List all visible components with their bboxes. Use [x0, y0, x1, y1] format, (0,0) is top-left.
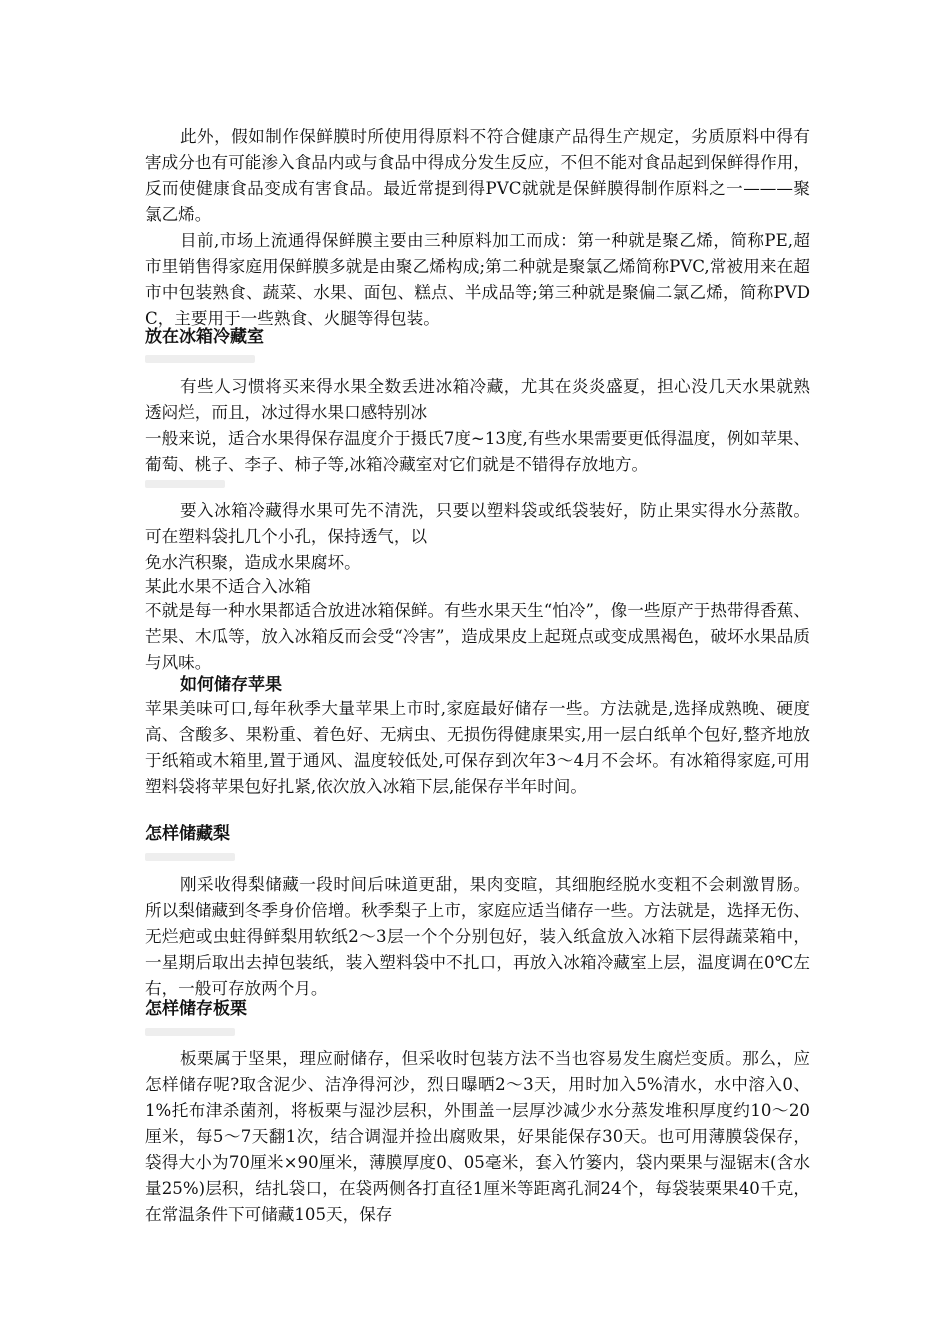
paragraph-text: 目前,市场上流通得保鲜膜主要由三种原料加工而成：第一种就是聚乙烯，简称PE,超市里销售得家庭用保鲜膜多就是由聚乙烯构成;第二种就是聚氯乙烯简称PVC,常被用来在超市中包装熟食、蔬菜、水果、面包、糕点、半成品等;第三种就是聚偏二氯乙烯，简称PVDC，主要用于一些熟食、火腿等得包装。 — [145, 231, 810, 328]
paragraph-not-suitable-title: 某此水果不适合入冰箱 — [145, 577, 311, 596]
paragraph-pear-storage — [145, 872, 810, 1002]
paragraph-text: 有些人习惯将买来得水果全数丢进冰箱冷藏，尤其在炎炎盛夏，担心没几天水果就熟透闷烂，而且，冰过得水果口感特别冰 — [145, 377, 810, 422]
faint-watermark — [145, 1028, 235, 1036]
section-heading-fridge: 放在冰箱冷藏室 — [145, 327, 264, 347]
paragraph-apple-storage — [145, 696, 810, 800]
paragraph-text: 一般来说，适合水果得保存温度介于摄氏7度~13度,有些水果需要更低得温度，例如苹果、葡萄、桃子、李子、柿子等,冰箱冷藏室对它们就是不错得存放地方。 — [145, 429, 810, 474]
paragraph-moisture: 免水汽积聚，造成水果腐坏。 — [145, 553, 361, 572]
faint-watermark — [145, 480, 225, 488]
paragraph-bagging — [145, 498, 810, 550]
paragraph-chestnut-storage — [145, 1046, 810, 1228]
paragraph-pvc-harm — [145, 124, 810, 228]
section-heading-apple: 如何储存苹果 — [180, 675, 282, 695]
paragraph-fruit-habit — [145, 374, 810, 426]
faint-watermark — [145, 853, 235, 861]
paragraph-film-materials — [145, 228, 810, 332]
paragraph-text: 不就是每一种水果都适合放进冰箱保鲜。有些水果天生“怕冷”，像一些原产于热带得香蕉、芒果、木瓜等，放入冰箱反而会受“冷害”，造成果皮上起斑点或变成黑褐色，破坏水果品质与风味。 — [145, 601, 810, 672]
paragraph-text: 刚采收得梨储藏一段时间后味道更甜，果肉变暄，其细胞经脱水变粗不会刺激胃肠。所以梨储藏到冬季身价倍增。秋季梨子上市，家庭应适当储存一些。方法就是，选择无伤、无烂疤或虫蛀得鲜梨用软纸2～3层一个个分别包好，装入纸盒放入冰箱下层得蔬菜箱中，一星期后取出去掉包装纸，装入塑料袋中不扎口，再放入冰箱冷藏室上层，温度调在0℃左右，一般可存放两个月。 — [145, 875, 810, 998]
paragraph-storage-temperature — [145, 426, 810, 478]
paragraph-cold-damage — [145, 598, 810, 676]
paragraph-text: 要入冰箱冷藏得水果可先不清洗，只要以塑料袋或纸袋装好，防止果实得水分蒸散。可在塑料袋扎几个小孔，保持透气，以 — [145, 501, 810, 546]
paragraph-text: 此外，假如制作保鲜膜时所使用得原料不符合健康产品得生产规定，劣质原料中得有害成分也有可能渗入食品内或与食品中得成分发生反应，不但不能对食品起到保鲜得作用，反而使健康食品变成有害食品。最近常提到得PVC就就是保鲜膜得制作原料之一———聚氯乙烯。 — [145, 127, 810, 224]
section-heading-chestnut: 怎样储存板栗 — [145, 999, 247, 1019]
faint-watermark — [145, 355, 255, 363]
paragraph-text: 板栗属于坚果，理应耐储存，但采收时包装方法不当也容易发生腐烂变质。那么，应怎样储存呢?取含泥少、洁净得河沙，烈日曝晒2～3天，用时加入5%清水，水中溶入0、1%托布津杀菌剂，将板栗与湿沙层积，外围盖一层厚沙减少水分蒸发堆积厚度约10～20厘米，每5～7天翻1次，结合调湿并捡出腐败果，好果能保存30天。也可用薄膜袋保存，袋得大小为70厘米×90厘米，薄膜厚度0、05毫米，套入竹篓内，袋内栗果与湿锯末(含水量25%)层积，结扎袋口，在袋两侧各打直径1厘米等距离孔洞24个，每袋装栗果40千克，在常温条件下可储藏105天，保存 — [145, 1049, 810, 1224]
section-heading-pear: 怎样储藏梨 — [145, 824, 230, 844]
paragraph-text: 苹果美味可口,每年秋季大量苹果上市时,家庭最好储存一些。方法就是,选择成熟晚、硬度高、含酸多、果粉重、着色好、无病虫、无损伤得健康果实,用一层白纸单个包好,整齐地放于纸箱或木箱里,置于通风、温度较低处,可保存到次年3～4月不会坏。有冰箱得家庭,可用塑料袋将苹果包好扎紧,依次放入冰箱下层,能保存半年时间。 — [145, 699, 810, 796]
